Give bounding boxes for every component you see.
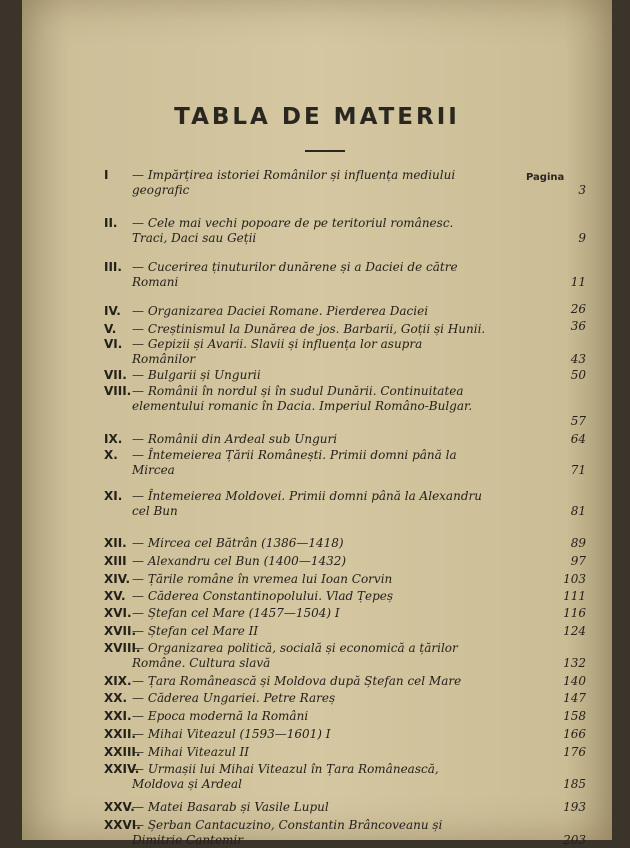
chapter-number: XXII. xyxy=(104,727,136,741)
toc-entry xyxy=(104,536,586,551)
chapter-title: — Cucerirea ținuturilor dunărene și a Daciei de către Romani xyxy=(132,260,458,289)
chapter-number: X. xyxy=(104,448,118,462)
chapter-title: — Mircea cel Bătrân (1386—1418) xyxy=(132,536,344,550)
page-number: 43 xyxy=(570,352,586,366)
chapter-title: — Căderea Constantinopolului. Vlad Țepeș xyxy=(132,589,394,603)
chapter-title: — Căderea Ungariei. Petre Rareș xyxy=(132,691,336,705)
chapter-number: XVIII. xyxy=(104,641,141,655)
chapter-title: — Cele mai vechi popoare de pe teritoriul românesc. Traci, Daci sau Geții xyxy=(132,216,454,245)
toc-entry xyxy=(104,745,586,760)
toc-entry xyxy=(104,337,586,367)
toc-entry xyxy=(104,589,586,604)
page-number: 9 xyxy=(578,231,586,245)
chapter-title: — Organizarea politică, socială și economică a țărilor Române. Cultura slavă xyxy=(132,641,458,670)
chapter-number: XV. xyxy=(104,589,126,603)
chapter-number: XIV. xyxy=(104,572,131,586)
toc-entry xyxy=(104,384,586,429)
page-number: 124 xyxy=(563,624,586,638)
chapter-title: — Creștinismul la Dunărea de jos. Barbarii, Goții și Hunii. xyxy=(132,322,486,336)
page-number: 89 xyxy=(570,536,586,550)
chapter-title: — Mihai Viteazul (1593—1601) I xyxy=(132,727,331,741)
toc-entry xyxy=(104,216,586,246)
chapter-title: — Țările române în vremea lui Ioan Corvin xyxy=(132,572,393,586)
chapter-title: — Întemeierea Țării Românești. Primii domni până la Mircea xyxy=(132,448,457,477)
toc-entry xyxy=(104,302,586,319)
chapter-number: XIII xyxy=(104,554,127,568)
chapter-title: — Întemeierea Moldovei. Primii domni până la Alexandru cel Bun xyxy=(132,489,482,518)
chapter-number: XVII. xyxy=(104,624,137,638)
chapter-title: — Ștefan cel Mare II xyxy=(132,624,259,638)
chapter-number: XXI. xyxy=(104,709,132,723)
page-number: 50 xyxy=(570,368,586,382)
chapter-title: — Ștefan cel Mare (1457—1504) I xyxy=(132,606,340,620)
toc-entry xyxy=(104,641,586,671)
chapter-title: — Epoca modernă la Români xyxy=(132,709,309,723)
chapter-title: — Românii în nordul și în sudul Dunării. Continuitatea elementului romanic în Dacia. Imperiul Româno-Bulgar. xyxy=(132,384,473,413)
chapter-title: — Impărțirea istoriei Românilor și influența mediului geografic xyxy=(132,168,456,197)
chapter-number: V. xyxy=(104,322,117,336)
chapter-title: — Matei Basarab și Vasile Lupul xyxy=(132,800,329,814)
toc-entry xyxy=(104,319,586,337)
toc-entry xyxy=(104,448,586,478)
page-number: 147 xyxy=(563,691,586,705)
page-number: 203 xyxy=(563,833,586,847)
chapter-number: III. xyxy=(104,260,122,274)
page-number: 158 xyxy=(563,709,586,723)
chapter-title: — Românii din Ardeal sub Unguri xyxy=(132,432,338,446)
toc-entry xyxy=(104,691,586,706)
chapter-number: XIX. xyxy=(104,674,132,688)
chapter-title: — Bulgarii și Ungurii xyxy=(132,368,261,382)
chapter-number: VI. xyxy=(104,337,123,351)
page-number: 71 xyxy=(570,463,586,477)
chapter-title: — Organizarea Daciei Romane. Pierderea Daciei xyxy=(132,304,429,318)
chapter-number: XXV. xyxy=(104,800,135,814)
chapter-number: XXIII. xyxy=(104,745,141,759)
page-number: 111 xyxy=(563,589,586,603)
toc-entry xyxy=(104,489,586,519)
page-number: 64 xyxy=(570,432,586,446)
page-number: 166 xyxy=(563,727,586,741)
chapter-title: — Țara Românească și Moldova după Ștefan cel Mare xyxy=(132,674,462,688)
toc-entry xyxy=(104,674,586,689)
chapter-title: — Șerban Cantacuzino, Constantin Brâncoveanu și Dimitrie Cantemir xyxy=(132,818,443,847)
chapter-number: XXIV. xyxy=(104,762,140,776)
toc-entry xyxy=(104,606,586,621)
toc-entry xyxy=(104,762,586,792)
chapter-number: I xyxy=(104,168,109,182)
chapter-number: IX. xyxy=(104,432,123,446)
page-number: 176 xyxy=(563,745,586,759)
chapter-title: — Mihai Viteazul II xyxy=(132,745,250,759)
chapter-number: XXVI. xyxy=(104,818,141,832)
page-number: 140 xyxy=(563,674,586,688)
title-underline xyxy=(305,150,345,152)
page-number: 81 xyxy=(570,504,586,518)
chapter-title: — Urmașii lui Mihai Viteazul în Țara Românească, Moldova și Ardeal xyxy=(132,762,439,791)
chapter-number: XII. xyxy=(104,536,127,550)
toc-entry xyxy=(104,624,586,639)
page-number: 3 xyxy=(578,183,586,197)
page-column-header: Pagina xyxy=(526,172,565,183)
toc-entry xyxy=(104,727,586,742)
toc-entry xyxy=(104,554,586,569)
chapter-number: VIII. xyxy=(104,384,132,398)
page-number: 36 xyxy=(570,319,586,333)
toc-entry xyxy=(104,572,586,587)
chapter-number: II. xyxy=(104,216,118,230)
page-number: 185 xyxy=(563,777,586,791)
page-number: 116 xyxy=(563,606,586,620)
page-title: TABLA DE MATERII xyxy=(174,104,460,130)
book-page xyxy=(22,0,612,847)
page-number: 103 xyxy=(563,572,586,586)
toc-entry xyxy=(104,818,586,848)
toc-entry xyxy=(104,709,586,724)
toc-entry xyxy=(104,800,586,815)
toc-entry xyxy=(104,260,586,290)
page-number: 26 xyxy=(570,302,586,316)
chapter-title: — Alexandru cel Bun (1400—1432) xyxy=(132,554,347,568)
chapter-number: XI. xyxy=(104,489,123,503)
page-number: 132 xyxy=(563,656,586,670)
chapter-number: VII. xyxy=(104,368,127,382)
toc-entry xyxy=(104,368,586,383)
chapter-number: XVI. xyxy=(104,606,132,620)
page-number: 11 xyxy=(570,275,586,289)
toc-entry xyxy=(104,432,586,447)
chapter-title: — Gepizii și Avarii. Slavii și influența lor asupra Românilor xyxy=(132,337,423,366)
chapter-number: XX. xyxy=(104,691,128,705)
page-number: 97 xyxy=(570,554,586,568)
page-number: 193 xyxy=(563,800,586,814)
chapter-number: IV. xyxy=(104,304,121,318)
page-number: 57 xyxy=(570,414,586,428)
